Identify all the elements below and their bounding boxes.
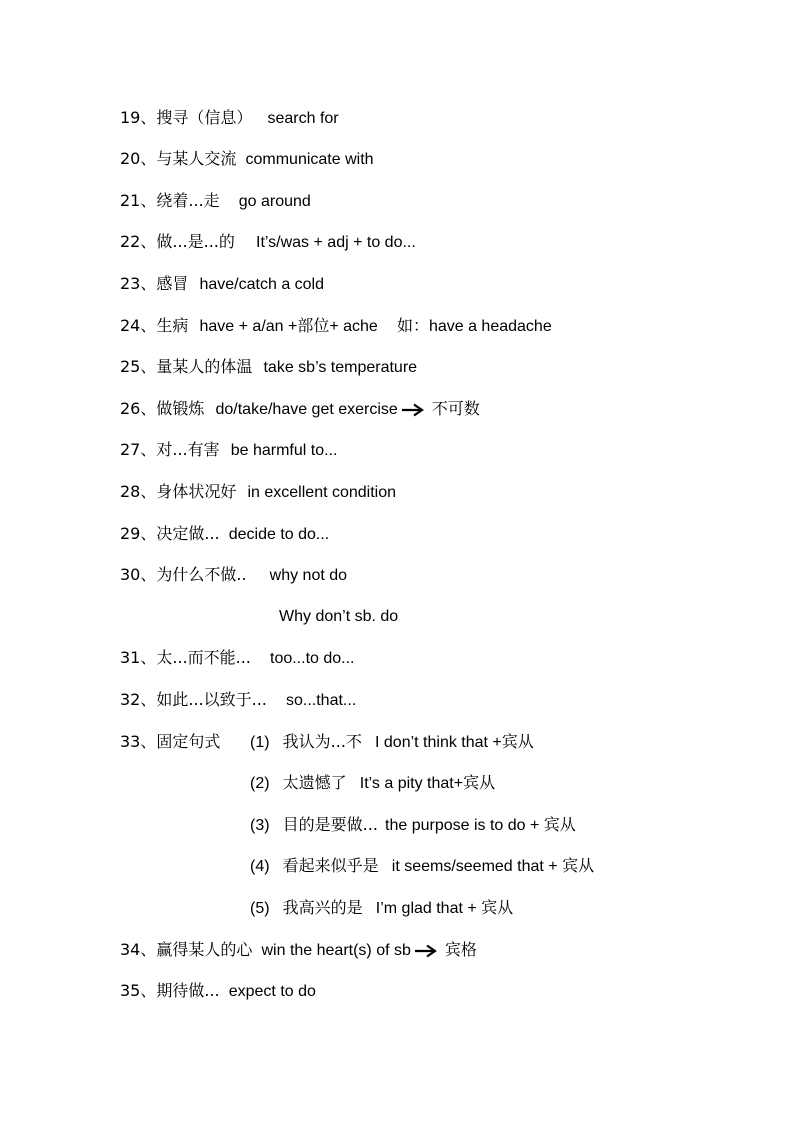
right-arrow-icon — [415, 944, 439, 958]
list-item — [120, 438, 337, 462]
pattern-label: (4) — [250, 858, 270, 875]
list-item — [120, 688, 356, 712]
english-phrase-alt: Why don’t sb. do — [279, 608, 399, 625]
pattern-item — [250, 730, 534, 754]
english-phrase: have/catch a cold — [199, 276, 325, 293]
list-item — [120, 979, 316, 1003]
example-note: 如：have a headache — [396, 318, 552, 335]
english-phrase: have + a/an +部位+ ache — [199, 318, 378, 335]
note-objective-case: 宾格 — [444, 940, 477, 959]
chinese-phrase: 固定句式 — [156, 732, 221, 751]
list-item — [120, 314, 552, 338]
chinese-phrase: 赢得某人的心 — [156, 940, 253, 959]
item-number: 23、 — [120, 274, 157, 293]
item-number: 26、 — [120, 399, 157, 418]
item-number: 28、 — [120, 482, 157, 501]
list-item — [120, 646, 355, 670]
item-number: 31、 — [120, 648, 157, 667]
pattern-item — [250, 896, 513, 920]
chinese-phrase: 与某人交流 — [156, 149, 237, 168]
pattern-english: it seems/seemed that + 宾从 — [391, 858, 595, 875]
list-item — [120, 480, 396, 504]
pattern-chinese: 我认为...不 — [282, 732, 362, 751]
item-number: 22、 — [120, 232, 157, 251]
pattern-item — [250, 813, 576, 837]
list-item — [120, 397, 480, 421]
english-phrase: be harmful to... — [230, 442, 338, 459]
english-phrase: win the heart(s) of sb — [261, 942, 411, 959]
list-item — [120, 230, 416, 254]
english-phrase: communicate with — [245, 151, 374, 168]
list-item — [120, 189, 311, 213]
pattern-chinese: 目的是要做... — [282, 815, 378, 834]
pattern-item — [250, 771, 495, 795]
list-item — [120, 522, 329, 546]
pattern-english: I don’t think that +宾从 — [375, 734, 534, 751]
chinese-phrase: 为什么不做.. — [156, 565, 247, 584]
pattern-label: (2) — [250, 775, 270, 792]
item-number: 35、 — [120, 981, 157, 1000]
chinese-phrase: 身体状况好 — [156, 482, 237, 501]
chinese-phrase: 太...而不能... — [156, 648, 251, 667]
english-phrase: decide to do... — [228, 526, 330, 543]
pattern-english: the purpose is to do + 宾从 — [385, 817, 576, 834]
list-item — [120, 106, 339, 130]
english-phrase: It’s/was + adj + to do... — [256, 234, 416, 251]
pattern-label: (1) — [250, 734, 270, 751]
item-number: 34、 — [120, 940, 157, 959]
english-phrase: do/take/have get exercise — [215, 401, 398, 418]
pattern-chinese: 我高兴的是 — [282, 898, 363, 917]
english-phrase: why not do — [269, 567, 348, 584]
pattern-label: (5) — [250, 900, 270, 917]
english-phrase: in excellent condition — [247, 484, 397, 501]
english-phrase: take sb’s temperature — [263, 359, 418, 376]
chinese-phrase: 做锻炼 — [156, 399, 205, 418]
item-number: 20、 — [120, 149, 157, 168]
chinese-phrase: 如此...以致于... — [156, 690, 267, 709]
chinese-phrase: 对...有害 — [156, 440, 220, 459]
list-item-continuation — [279, 604, 398, 628]
item-number: 27、 — [120, 440, 157, 459]
pattern-label: (3) — [250, 817, 270, 834]
right-arrow-icon — [402, 403, 426, 417]
item-number: 29、 — [120, 524, 157, 543]
pattern-chinese: 太遗憾了 — [282, 773, 347, 792]
item-number: 21、 — [120, 191, 157, 210]
chinese-phrase: 搜寻（信息） — [156, 108, 253, 127]
pattern-english: I’m glad that + 宾从 — [375, 900, 514, 917]
item-number: 33、 — [120, 732, 157, 751]
item-number: 19、 — [120, 108, 157, 127]
chinese-phrase: 绕着...走 — [156, 191, 220, 210]
item-number: 30、 — [120, 565, 157, 584]
item-number: 24、 — [120, 316, 157, 335]
chinese-phrase: 决定做... — [156, 524, 220, 543]
item-number: 25、 — [120, 357, 157, 376]
note-uncountable: 不可数 — [431, 399, 480, 418]
list-item — [120, 272, 324, 296]
chinese-phrase: 期待做... — [156, 981, 220, 1000]
chinese-phrase: 生病 — [156, 316, 189, 335]
list-item — [120, 938, 477, 962]
list-item — [120, 147, 374, 171]
list-item — [120, 355, 417, 379]
list-item — [120, 563, 347, 587]
chinese-phrase: 感冒 — [156, 274, 189, 293]
english-phrase: expect to do — [228, 983, 316, 1000]
chinese-phrase: 做...是...的 — [156, 232, 235, 251]
list-item — [120, 730, 220, 754]
chinese-phrase: 量某人的体温 — [156, 357, 253, 376]
english-phrase: too...to do... — [270, 650, 355, 667]
english-phrase: go around — [238, 193, 311, 210]
item-number: 32、 — [120, 690, 157, 709]
pattern-english: It’s a pity that+宾从 — [359, 775, 496, 792]
pattern-item — [250, 854, 594, 878]
english-phrase: search for — [267, 110, 339, 127]
pattern-chinese: 看起来似乎是 — [282, 856, 379, 875]
english-phrase: so...that... — [286, 692, 357, 709]
